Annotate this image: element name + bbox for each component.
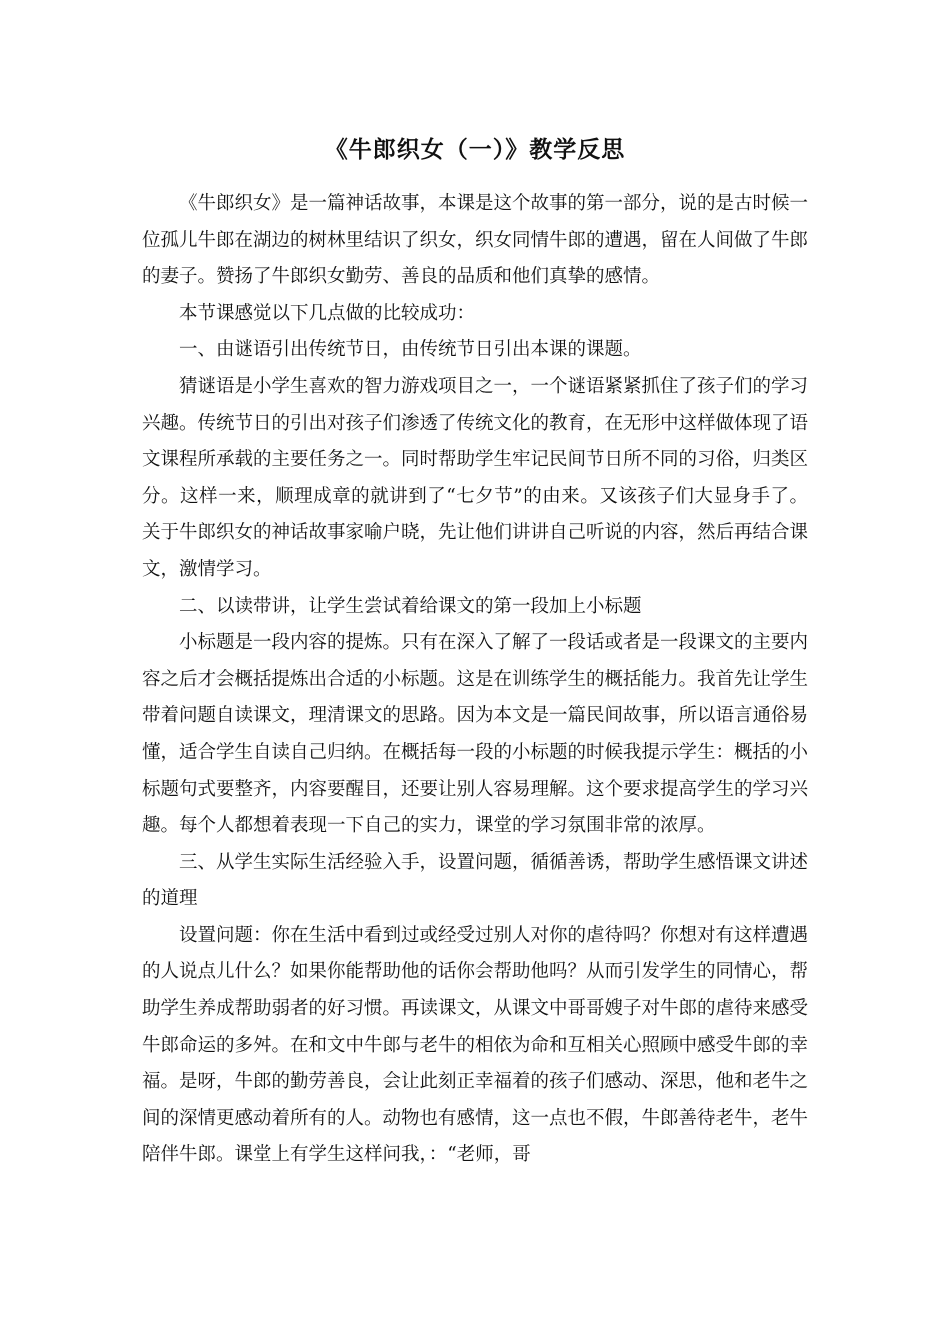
paragraph-point-one-heading: 一、由谜语引出传统节日，由传统节日引出本课的课题。 (179, 339, 642, 361)
paragraph-point-three-heading: 三、从学生实际生活经验入手，设置问题，循循善诱，帮助学生感悟课文讲述的道理 (142, 851, 809, 910)
document-title: 《牛郎织女（一）》教学反思 (324, 136, 626, 163)
paragraph-intro: 《牛郎织女》是一篇神话故事，本课是这个故事的第一部分，说的是古时候一位孤儿牛郎在湖边的树林里结识了织女，织女同情牛郎的遭遇，留在人间做了牛郎的妻子。赞扬了牛郎织女勤劳、善良的品质和他们真挚的感情。 (142, 193, 809, 288)
document-body (142, 186, 808, 1174)
paragraph-point-three-body: 设置问题：你在生活中看到过或经受过别人对你的虐待吗？你想对有这样遭遇的人说点儿什么？如果你能帮助他的话你会帮助他吗？从而引发学生的同情心，帮助学生养成帮助弱者的好习惯。再读课文，从课文中哥哥嫂子对牛郎的虐待来感受牛郎命运的多舛。在和文中牛郎与老牛的相依为命和互相关心照顾中感受牛郎的幸福。是呀，牛郎的勤劳善良，会让此刻正幸福着的孩子们感动、深思，他和老牛之间的深情更感动着所有的人。动物也有感情，这一点也不假，牛郎善待老牛，老牛陪伴牛郎。课堂上有学生这样问我，：“老师，哥 (142, 924, 809, 1166)
paragraph-point-two-body: 小标题是一段内容的提炼。只有在深入了解了一段话或者是一段课文的主要内容之后才会概括提炼出合适的小标题。这是在训练学生的概括能力。我首先让学生带着问题自读课文，理清课文的思路。因为本文是一篇民间故事，所以语言通俗易懂，适合学生自读自己归纳。在概括每一段的小标题的时候我提示学生：概括的小标题句式要整齐，内容要醒目，还要让别人容易理解。这个要求提高学生的学习兴趣。每个人都想着表现一下自己的实力，课堂的学习氛围非常的浓厚。 (142, 632, 809, 837)
paragraph-point-two-heading: 二、以读带讲，让学生尝试着给课文的第一段加上小标题 (179, 595, 642, 617)
paragraph-point-one-body: 猜谜语是小学生喜欢的智力游戏项目之一，一个谜语紧紧抓住了孩子们的学习兴趣。传统节日的引出对孩子们渗透了传统文化的教育，在无形中这样做体现了语文课程所承载的主要任务之一。同时帮助学生牢记民间节日所不同的习俗，归类区分。这样一来，顺理成章的就讲到了“七夕节”的由来。又该孩子们大显身手了。关于牛郎织女的神话故事家喻户晓，先让他们讲讲自己听说的内容，然后再结合课文，激情学习。 (142, 375, 809, 580)
paragraph-success-summary: 本节课感觉以下几点做的比较成功： (179, 302, 476, 324)
